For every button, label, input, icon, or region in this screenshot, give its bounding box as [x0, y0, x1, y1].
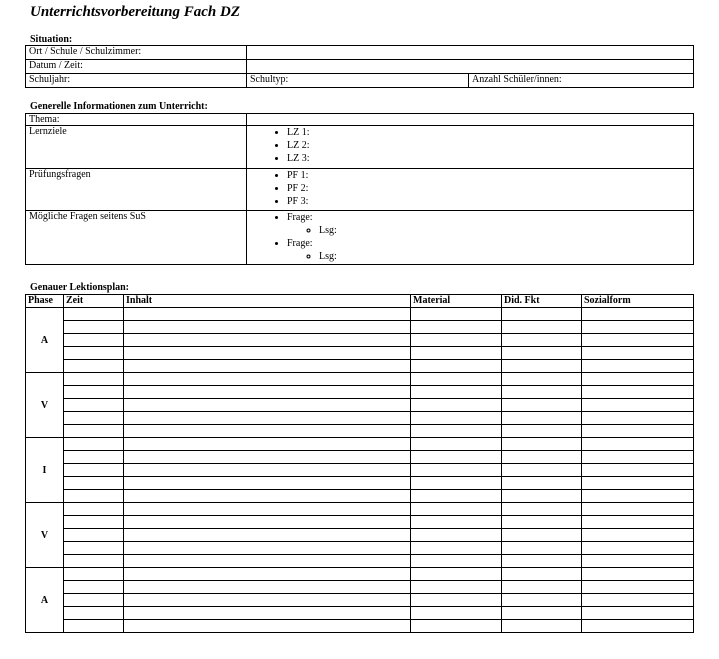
thema-label: Thema:: [26, 114, 247, 126]
list-item: [319, 224, 690, 237]
ort-label: Ort / Schule / Schulzimmer:: [26, 46, 247, 60]
table-row: [26, 360, 694, 373]
plan-cell[interactable]: [124, 503, 411, 516]
plan-cell[interactable]: [411, 386, 502, 399]
plan-cell[interactable]: [124, 412, 411, 425]
frage-label: Frage:: [287, 238, 313, 249]
ort-field[interactable]: [247, 46, 694, 60]
table-row: [26, 373, 694, 386]
plan-cell[interactable]: [64, 477, 124, 490]
plan-cell[interactable]: [411, 555, 502, 568]
plan-cell[interactable]: [64, 438, 124, 451]
plan-cell[interactable]: [411, 620, 502, 633]
phase-label: I: [26, 438, 64, 503]
plan-cell[interactable]: [502, 594, 582, 607]
phase-label: A: [26, 568, 64, 633]
plan-cell[interactable]: [124, 399, 411, 412]
plan-cell[interactable]: [502, 477, 582, 490]
plan-cell[interactable]: [64, 568, 124, 581]
plan-cell[interactable]: [124, 321, 411, 334]
plan-cell[interactable]: [502, 347, 582, 360]
plan-cell[interactable]: [502, 555, 582, 568]
plan-cell[interactable]: [502, 425, 582, 438]
table-row: [26, 490, 694, 503]
plan-cell[interactable]: [582, 438, 694, 451]
table-row: [26, 607, 694, 620]
general-heading: Generelle Informationen zum Unterricht:: [30, 101, 208, 112]
plan-cell[interactable]: [582, 308, 694, 321]
table-row: [26, 347, 694, 360]
plan-cell[interactable]: [64, 399, 124, 412]
plan-cell[interactable]: [582, 620, 694, 633]
plan-cell[interactable]: [502, 503, 582, 516]
plan-cell[interactable]: [502, 568, 582, 581]
plan-cell[interactable]: [124, 360, 411, 373]
plan-cell[interactable]: [582, 412, 694, 425]
plan-cell[interactable]: [64, 347, 124, 360]
plan-cell[interactable]: [64, 555, 124, 568]
plan-cell[interactable]: [124, 386, 411, 399]
plan-cell[interactable]: [124, 438, 411, 451]
plan-cell[interactable]: [582, 451, 694, 464]
plan-cell[interactable]: [502, 464, 582, 477]
plan-cell[interactable]: [502, 490, 582, 503]
table-row: [26, 503, 694, 516]
lernziele-field[interactable]: [247, 126, 694, 169]
phase-label: V: [26, 503, 64, 568]
plan-cell[interactable]: [64, 607, 124, 620]
lsg-label: Lsg:: [319, 225, 337, 236]
anzahl-field[interactable]: [469, 74, 694, 88]
plan-cell[interactable]: [64, 425, 124, 438]
plan-cell[interactable]: [124, 529, 411, 542]
table-row: [26, 620, 694, 633]
general-info-table: [25, 113, 694, 265]
plan-cell[interactable]: [64, 503, 124, 516]
pruefungsfrage-item: • PF 1:: [287, 169, 690, 182]
schultyp-label: Schultyp:: [250, 74, 289, 85]
plan-cell[interactable]: [582, 555, 694, 568]
plan-cell[interactable]: [411, 516, 502, 529]
plan-cell[interactable]: [502, 386, 582, 399]
plan-cell[interactable]: [64, 529, 124, 542]
plan-cell[interactable]: [582, 386, 694, 399]
plan-cell[interactable]: [124, 373, 411, 386]
plan-cell[interactable]: [411, 542, 502, 555]
plan-cell[interactable]: [582, 464, 694, 477]
plan-cell[interactable]: [124, 425, 411, 438]
plan-cell[interactable]: [124, 542, 411, 555]
plan-cell[interactable]: [502, 529, 582, 542]
lesson-plan-table: [25, 294, 694, 633]
plan-cell[interactable]: [502, 451, 582, 464]
pruefungsfragen-list: [250, 169, 690, 208]
plan-cell[interactable]: [64, 334, 124, 347]
lernziele-label: Lernziele: [26, 126, 247, 169]
phase-label: A: [26, 308, 64, 373]
plan-cell[interactable]: [124, 308, 411, 321]
plan-cell[interactable]: [64, 451, 124, 464]
plan-cell[interactable]: [64, 542, 124, 555]
plan-cell[interactable]: [502, 542, 582, 555]
table-row: [26, 425, 694, 438]
plan-cell[interactable]: [411, 607, 502, 620]
plan-cell[interactable]: [582, 321, 694, 334]
plan-cell[interactable]: [411, 529, 502, 542]
plan-cell[interactable]: [64, 360, 124, 373]
plan-cell[interactable]: [64, 373, 124, 386]
table-row: [26, 477, 694, 490]
table-row: [26, 568, 694, 581]
plan-cell[interactable]: [124, 607, 411, 620]
table-row: [26, 516, 694, 529]
plan-cell[interactable]: [582, 581, 694, 594]
schultyp-field[interactable]: [247, 74, 469, 88]
table-row: [26, 464, 694, 477]
plan-cell[interactable]: [411, 451, 502, 464]
plan-cell[interactable]: [124, 594, 411, 607]
column-header: Material: [411, 295, 502, 308]
plan-cell[interactable]: [582, 373, 694, 386]
plan-cell[interactable]: [582, 594, 694, 607]
table-row: [26, 438, 694, 451]
document-title: Unterrichtsvorbereitung Fach DZ: [30, 4, 241, 20]
plan-cell[interactable]: [124, 334, 411, 347]
column-header: Inhalt: [124, 295, 411, 308]
plan-cell[interactable]: [411, 594, 502, 607]
table-row: [26, 334, 694, 347]
lernziel-item: • LZ 2:: [287, 139, 690, 152]
table-row: [26, 555, 694, 568]
list-item: [287, 211, 690, 237]
plan-cell[interactable]: [124, 477, 411, 490]
table-row: [26, 321, 694, 334]
plan-cell[interactable]: [502, 438, 582, 451]
anzahl-label: Anzahl Schüler/innen:: [472, 74, 562, 85]
plan-cell[interactable]: [64, 464, 124, 477]
plan-cell[interactable]: [411, 334, 502, 347]
table-row: [26, 581, 694, 594]
plan-cell[interactable]: [502, 620, 582, 633]
pruefungsfrage-item: • PF 2:: [287, 182, 690, 195]
plan-cell[interactable]: [411, 425, 502, 438]
plan-cell[interactable]: [411, 321, 502, 334]
plan-cell[interactable]: [582, 568, 694, 581]
plan-cell[interactable]: [411, 503, 502, 516]
column-header: Zeit: [64, 295, 124, 308]
fragen-list: [250, 211, 690, 263]
list-item: [319, 250, 690, 263]
plan-cell[interactable]: [124, 620, 411, 633]
table-row: [26, 594, 694, 607]
plan-cell[interactable]: [124, 555, 411, 568]
table-row: [26, 386, 694, 399]
plan-cell[interactable]: [582, 425, 694, 438]
plan-cell[interactable]: [64, 321, 124, 334]
table-row: [26, 308, 694, 321]
plan-cell[interactable]: [502, 412, 582, 425]
plan-cell[interactable]: [411, 308, 502, 321]
table-row: [26, 399, 694, 412]
plan-cell[interactable]: [124, 464, 411, 477]
plan-cell[interactable]: [582, 516, 694, 529]
plan-cell[interactable]: [411, 581, 502, 594]
fragen-label: Mögliche Fragen seitens SuS: [26, 211, 247, 265]
plan-cell[interactable]: [411, 477, 502, 490]
plan-cell[interactable]: [64, 594, 124, 607]
plan-cell[interactable]: [124, 490, 411, 503]
plan-cell[interactable]: [502, 581, 582, 594]
pruefungsfragen-field[interactable]: [247, 169, 694, 211]
plan-cell[interactable]: [64, 490, 124, 503]
plan-cell[interactable]: [502, 308, 582, 321]
plan-cell[interactable]: [64, 581, 124, 594]
plan-cell[interactable]: [582, 607, 694, 620]
plan-cell[interactable]: [502, 607, 582, 620]
plan-cell[interactable]: [411, 412, 502, 425]
plan-cell[interactable]: [582, 503, 694, 516]
plan-cell[interactable]: [64, 620, 124, 633]
plan-cell[interactable]: [582, 399, 694, 412]
table-row: [26, 542, 694, 555]
frage-label: Frage:: [287, 212, 313, 223]
datum-label: Datum / Zeit:: [26, 60, 247, 74]
table-row: [26, 451, 694, 464]
table-row: [26, 529, 694, 542]
plan-cell[interactable]: [411, 360, 502, 373]
plan-cell[interactable]: [124, 581, 411, 594]
plan-cell[interactable]: [502, 373, 582, 386]
lsg-label: Lsg:: [319, 251, 337, 262]
plan-cell[interactable]: [411, 399, 502, 412]
list-item: [287, 237, 690, 263]
plan-cell[interactable]: [124, 568, 411, 581]
plan-cell[interactable]: [411, 568, 502, 581]
plan-cell[interactable]: [124, 451, 411, 464]
plan-cell[interactable]: [502, 360, 582, 373]
column-header: Phase: [26, 295, 64, 308]
thema-field[interactable]: [247, 114, 694, 126]
datum-field[interactable]: [247, 60, 694, 74]
plan-cell[interactable]: [411, 438, 502, 451]
phase-label: V: [26, 373, 64, 438]
schuljahr-label: Schuljahr:: [29, 74, 71, 85]
plan-cell[interactable]: [502, 321, 582, 334]
pruefungsfrage-item: • PF 3:: [287, 195, 690, 208]
lernziel-item: • LZ 1:: [287, 126, 690, 139]
plan-cell[interactable]: [64, 386, 124, 399]
situation-heading: Situation:: [30, 34, 73, 45]
plan-cell[interactable]: [582, 477, 694, 490]
plan-cell[interactable]: [64, 516, 124, 529]
plan-cell[interactable]: [582, 529, 694, 542]
plan-cell[interactable]: [582, 334, 694, 347]
fragen-field[interactable]: [247, 211, 694, 265]
pruefungsfragen-label: Prüfungsfragen: [26, 169, 247, 211]
plan-cell[interactable]: [502, 334, 582, 347]
plan-cell[interactable]: [64, 308, 124, 321]
plan-cell[interactable]: [502, 516, 582, 529]
plan-cell[interactable]: [64, 412, 124, 425]
plan-cell[interactable]: [411, 373, 502, 386]
column-header: Sozialform: [582, 295, 694, 308]
plan-cell[interactable]: [502, 399, 582, 412]
plan-cell[interactable]: [582, 360, 694, 373]
plan-cell[interactable]: [582, 347, 694, 360]
situation-table: [25, 45, 694, 88]
lernziel-item: • LZ 3:: [287, 152, 690, 165]
plan-heading: Genauer Lektionsplan:: [30, 282, 129, 293]
schuljahr-field[interactable]: [26, 74, 247, 88]
plan-cell[interactable]: [411, 464, 502, 477]
plan-cell[interactable]: [582, 490, 694, 503]
plan-cell[interactable]: [124, 516, 411, 529]
column-header: Did. Fkt: [502, 295, 582, 308]
lernziele-list: [250, 126, 690, 165]
plan-cell[interactable]: [582, 542, 694, 555]
plan-cell[interactable]: [411, 347, 502, 360]
table-row: [26, 412, 694, 425]
plan-cell[interactable]: [124, 347, 411, 360]
plan-cell[interactable]: [411, 490, 502, 503]
